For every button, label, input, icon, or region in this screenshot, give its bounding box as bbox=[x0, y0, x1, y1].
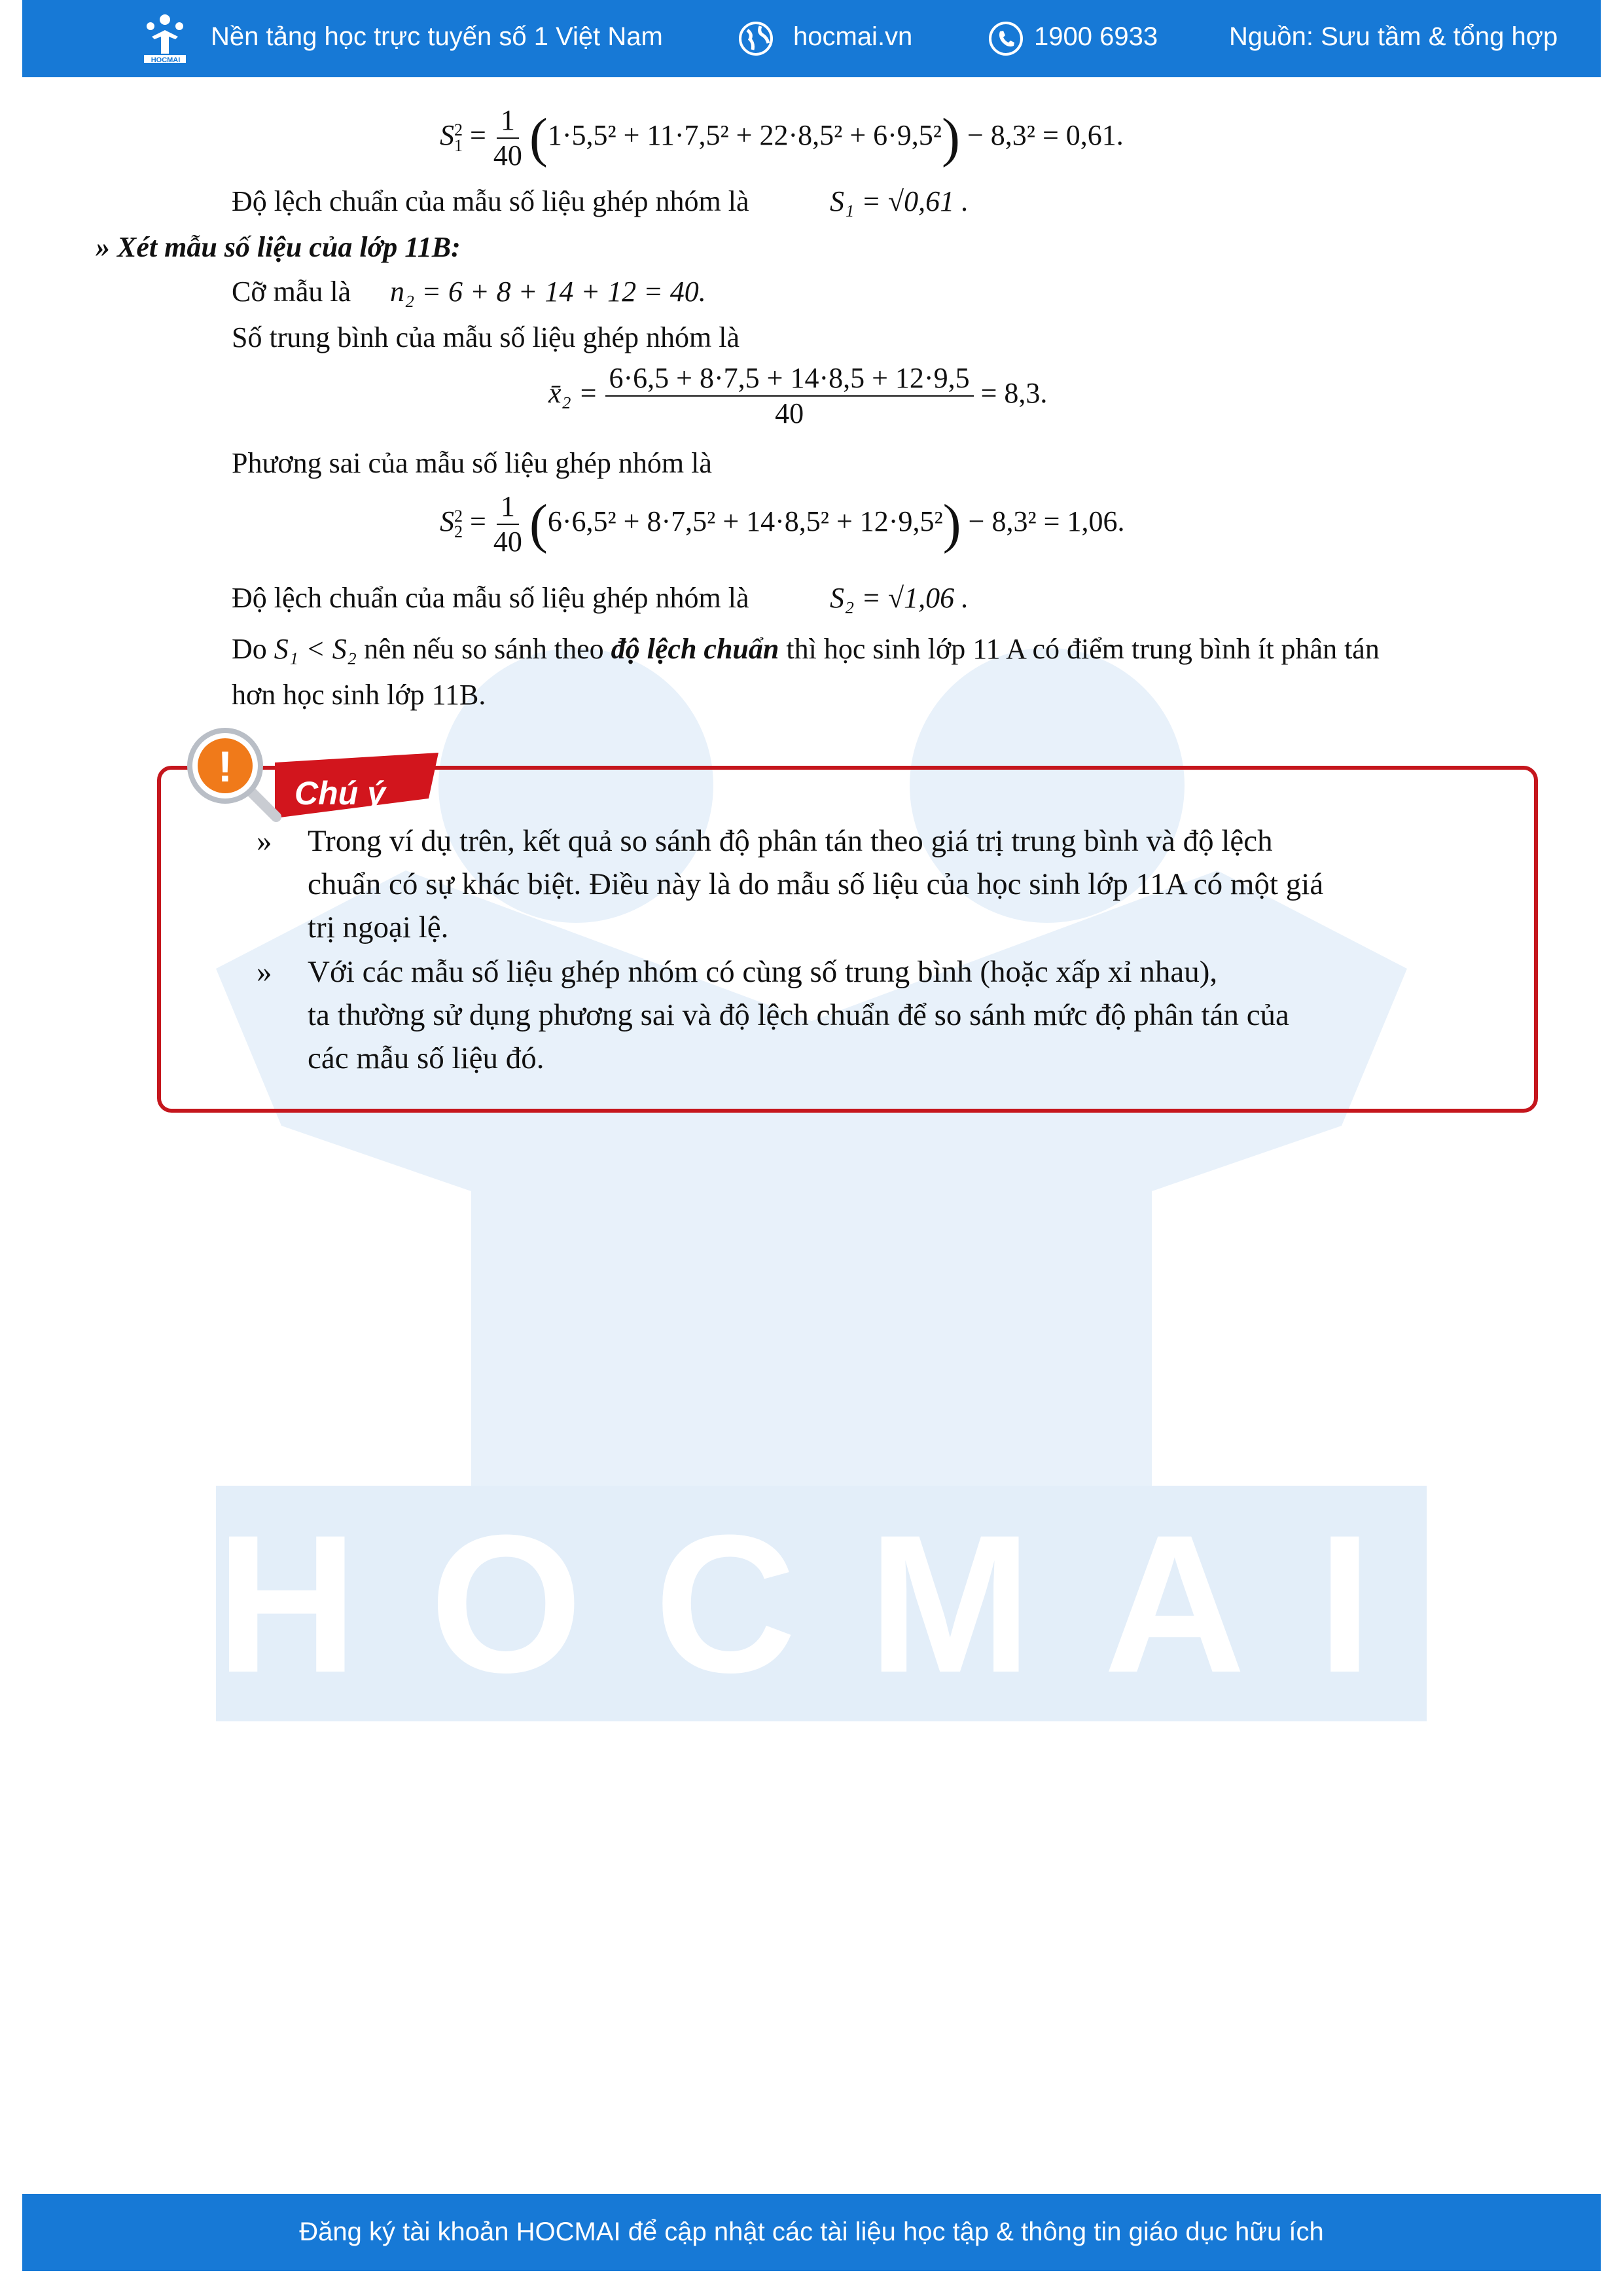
globe-icon bbox=[738, 21, 774, 56]
s2-std-text: Độ lệch chuẩn của mẫu số liệu ghép nhóm là bbox=[232, 582, 749, 614]
sample-size-text: Cỡ mẫu là bbox=[232, 276, 351, 308]
s1-std-text: Độ lệch chuẩn của mẫu số liệu ghép nhóm là bbox=[232, 185, 749, 217]
phone-icon bbox=[988, 21, 1024, 56]
footer-text[interactable]: Đăng ký tài khoản HOCMAI để cập nhật các tài liệu học tập & thông tin giáo dục hữu ích bbox=[299, 2217, 1324, 2246]
note-bullet-2: » bbox=[257, 955, 272, 989]
s2-std-formula: S₂ = √1,06 . bbox=[830, 582, 969, 614]
warning-magnifier-icon bbox=[185, 725, 289, 830]
s2-variance-formula: S 2 2 = $\frac{1}{40}$ (6·6,5² + 8·7,5² + 14·8,5² + 12·9,5²) − 8,3² = 1,06. bbox=[440, 490, 1125, 558]
header-tagline: Nền tảng học trực tuyến số 1 Việt Nam bbox=[211, 22, 663, 51]
logo-text: HOCMAI bbox=[151, 56, 181, 64]
sample-size-formula: n₂ = 6 + 8 + 14 + 12 = 40. bbox=[390, 276, 706, 308]
note-title: Chú ý bbox=[294, 775, 385, 812]
note-item-1-line-2: chuẩn có sự khác biệt. Điều này là do mẫu số liệu của học sinh lớp 11A có một giá bbox=[308, 867, 1324, 901]
note-item-2-line-2: ta thường sử dụng phương sai và độ lệch chuẩn để so sánh mức độ phân tán của bbox=[308, 998, 1289, 1032]
svg-text:!: ! bbox=[218, 742, 232, 791]
conclusion-line-1: Do S₁ < S₂ nên nếu so sánh theo độ lệch chuẩn thì học sinh lớp 11 A có điểm trung bình ít phân tán bbox=[232, 633, 1380, 665]
mean-formula: x̄₂ = $\frac{6\cdot 6,5 + 8\cdot 7,5 + 14\cdot 8,5 + 12\cdot 9,5}{40}$ = 8,3. bbox=[548, 362, 1048, 429]
variance-text: Phương sai của mẫu số liệu ghép nhóm là bbox=[232, 447, 712, 479]
note-item-2-line-3: các mẫu số liệu đó. bbox=[308, 1041, 544, 1075]
note-item-1-line-3: trị ngoại lệ. bbox=[308, 910, 449, 944]
header-website-link[interactable]: hocmai.vn bbox=[793, 22, 913, 51]
conclusion-line-2: hơn học sinh lớp 11B. bbox=[232, 679, 486, 711]
watermark-text: HOCMAI bbox=[216, 1494, 1444, 1713]
header-source: Nguồn: Sưu tầm & tổng hợp bbox=[1229, 22, 1558, 51]
note-item-2-line-1: Với các mẫu số liệu ghép nhóm có cùng số trung bình (hoặc xấp xỉ nhau), bbox=[308, 955, 1218, 989]
section-11b-heading: » Xét mẫu số liệu của lớp 11B: bbox=[96, 231, 461, 263]
header-hotline[interactable]: 1900 6933 bbox=[1034, 22, 1158, 51]
mean-text: Số trung bình của mẫu số liệu ghép nhóm là bbox=[232, 321, 740, 353]
s1-std-formula: S₁ = √0,61 . bbox=[830, 185, 969, 217]
note-bullet-1: » bbox=[257, 824, 272, 858]
s1-variance-formula: S 2 1 = $\frac{1}{40}$ (1·5,5² + 11·7,5² + 22·8,5² + 6·9,5²) − 8,3² = 0,61. bbox=[440, 104, 1124, 171]
note-item-1-line-1: Trong ví dụ trên, kết quả so sánh độ phân tán theo giá trị trung bình và độ lệch bbox=[308, 824, 1273, 858]
